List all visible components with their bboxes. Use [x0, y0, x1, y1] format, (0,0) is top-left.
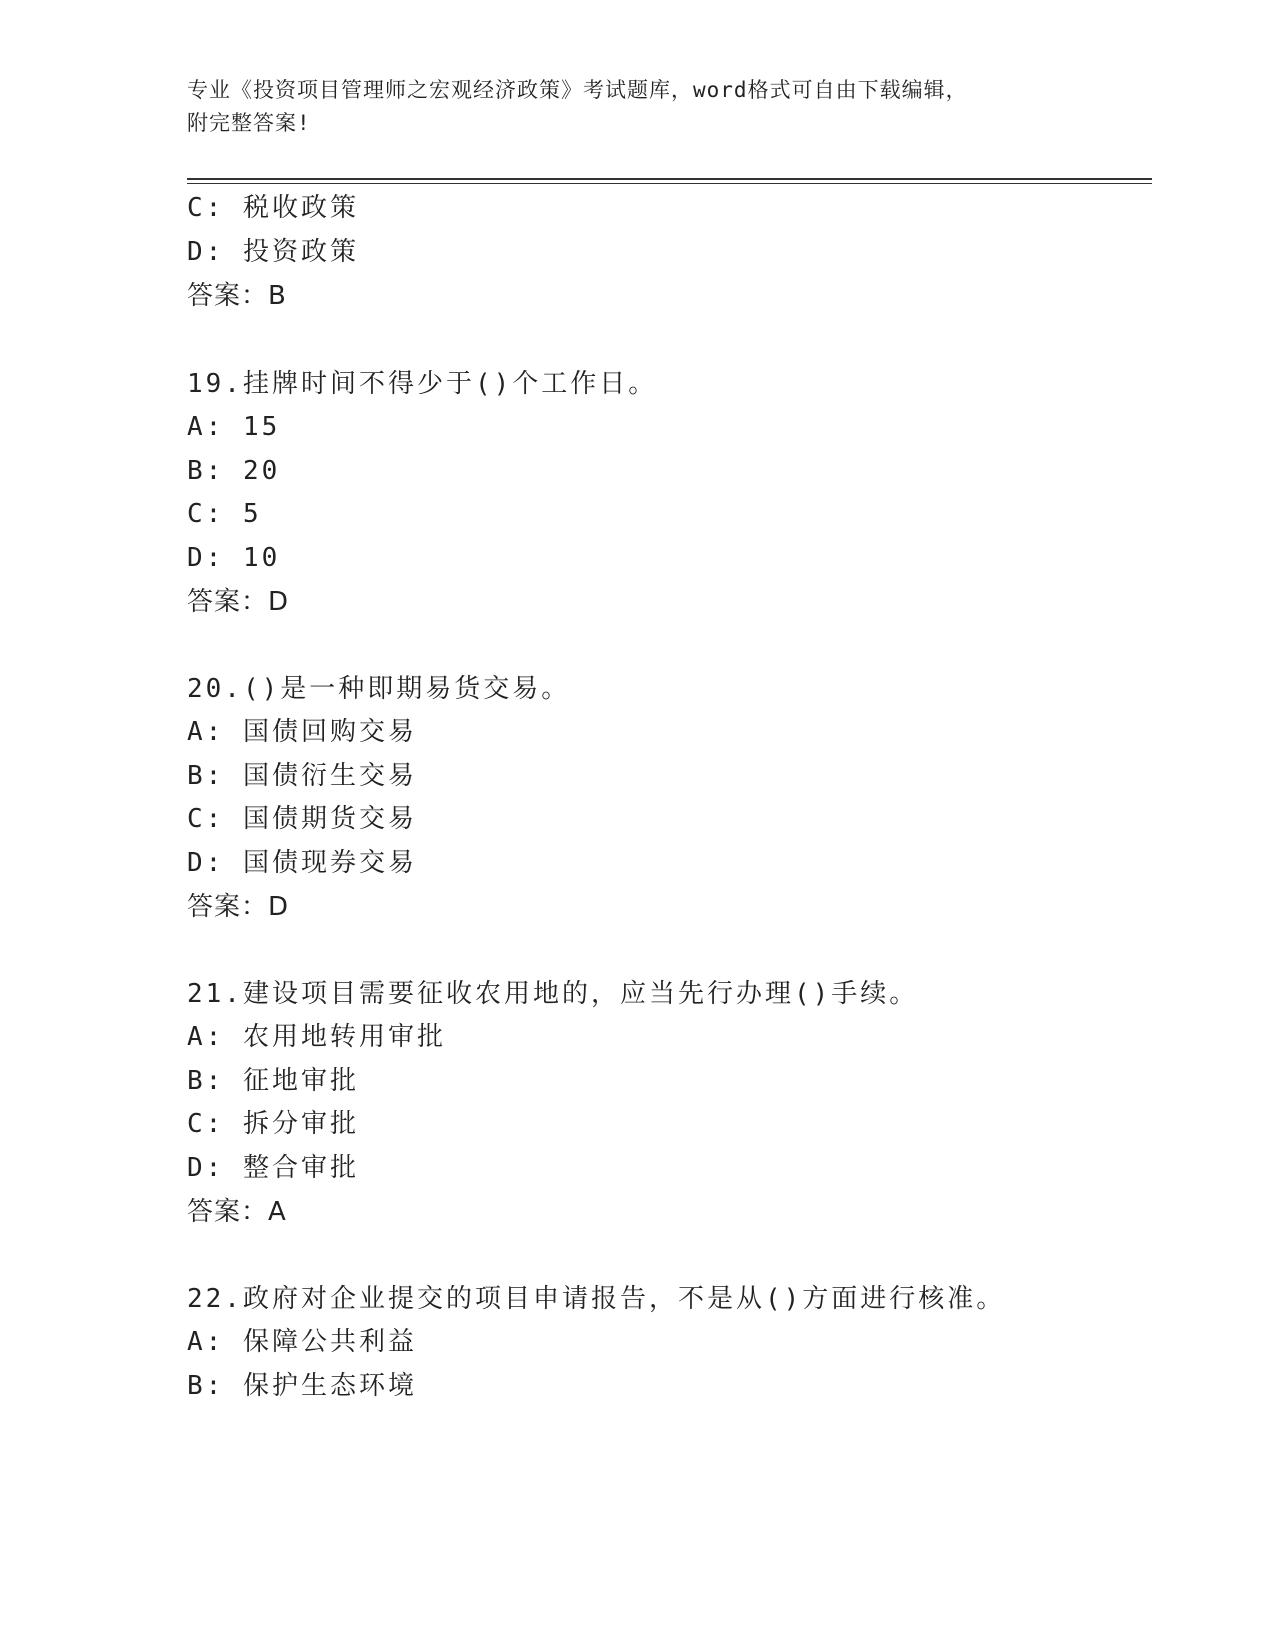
header-line-2: 附完整答案!	[187, 111, 311, 135]
question-22-stem: 22.政府对企业提交的项目申请报告，不是从()方面进行核准。	[187, 1284, 1006, 1314]
question-21-option-c: C: 拆分审批	[187, 1109, 359, 1139]
question-20-option-d: D: 国债现券交易	[187, 848, 417, 878]
question-21-stem: 21.建设项目需要征收农用地的，应当先行办理()手续。	[187, 979, 919, 1009]
question-19-option-c: C: 5	[187, 499, 262, 529]
question-19-option-d: D: 10	[187, 543, 281, 573]
prev-option-c: C: 税收政策	[187, 193, 359, 223]
question-20-answer: 答案：D	[187, 892, 290, 922]
question-21-option-a: A: 农用地转用审批	[187, 1022, 446, 1052]
question-20-option-a: A: 国债回购交易	[187, 717, 417, 747]
question-19-stem: 19.挂牌时间不得少于()个工作日。	[187, 369, 658, 399]
question-19-option-b: B: 20	[187, 456, 281, 486]
question-21-option-d: D: 整合审批	[187, 1153, 359, 1183]
question-21-option-b: B: 征地审批	[187, 1066, 359, 1096]
question-20-option-c: C: 国债期货交易	[187, 804, 417, 834]
header-divider-thin	[187, 183, 1152, 184]
question-20-stem: 20.()是一种即期易货交易。	[187, 674, 571, 704]
question-22-option-b: B: 保护生态环境	[187, 1371, 417, 1401]
prev-option-d: D: 投资政策	[187, 237, 359, 267]
document-header	[187, 74, 1087, 140]
prev-answer: 答案：B	[187, 281, 287, 311]
header-line-1: 专业《投资项目管理师之宏观经济政策》考试题库，word格式可自由下载编辑，	[187, 78, 968, 102]
header-divider-thick	[187, 178, 1152, 180]
question-20-option-b: B: 国债衍生交易	[187, 761, 417, 791]
question-22-option-a: A: 保障公共利益	[187, 1327, 417, 1357]
question-19-answer: 答案：D	[187, 587, 290, 617]
question-19-option-a: A: 15	[187, 412, 281, 442]
question-21-answer: 答案：A	[187, 1197, 287, 1227]
